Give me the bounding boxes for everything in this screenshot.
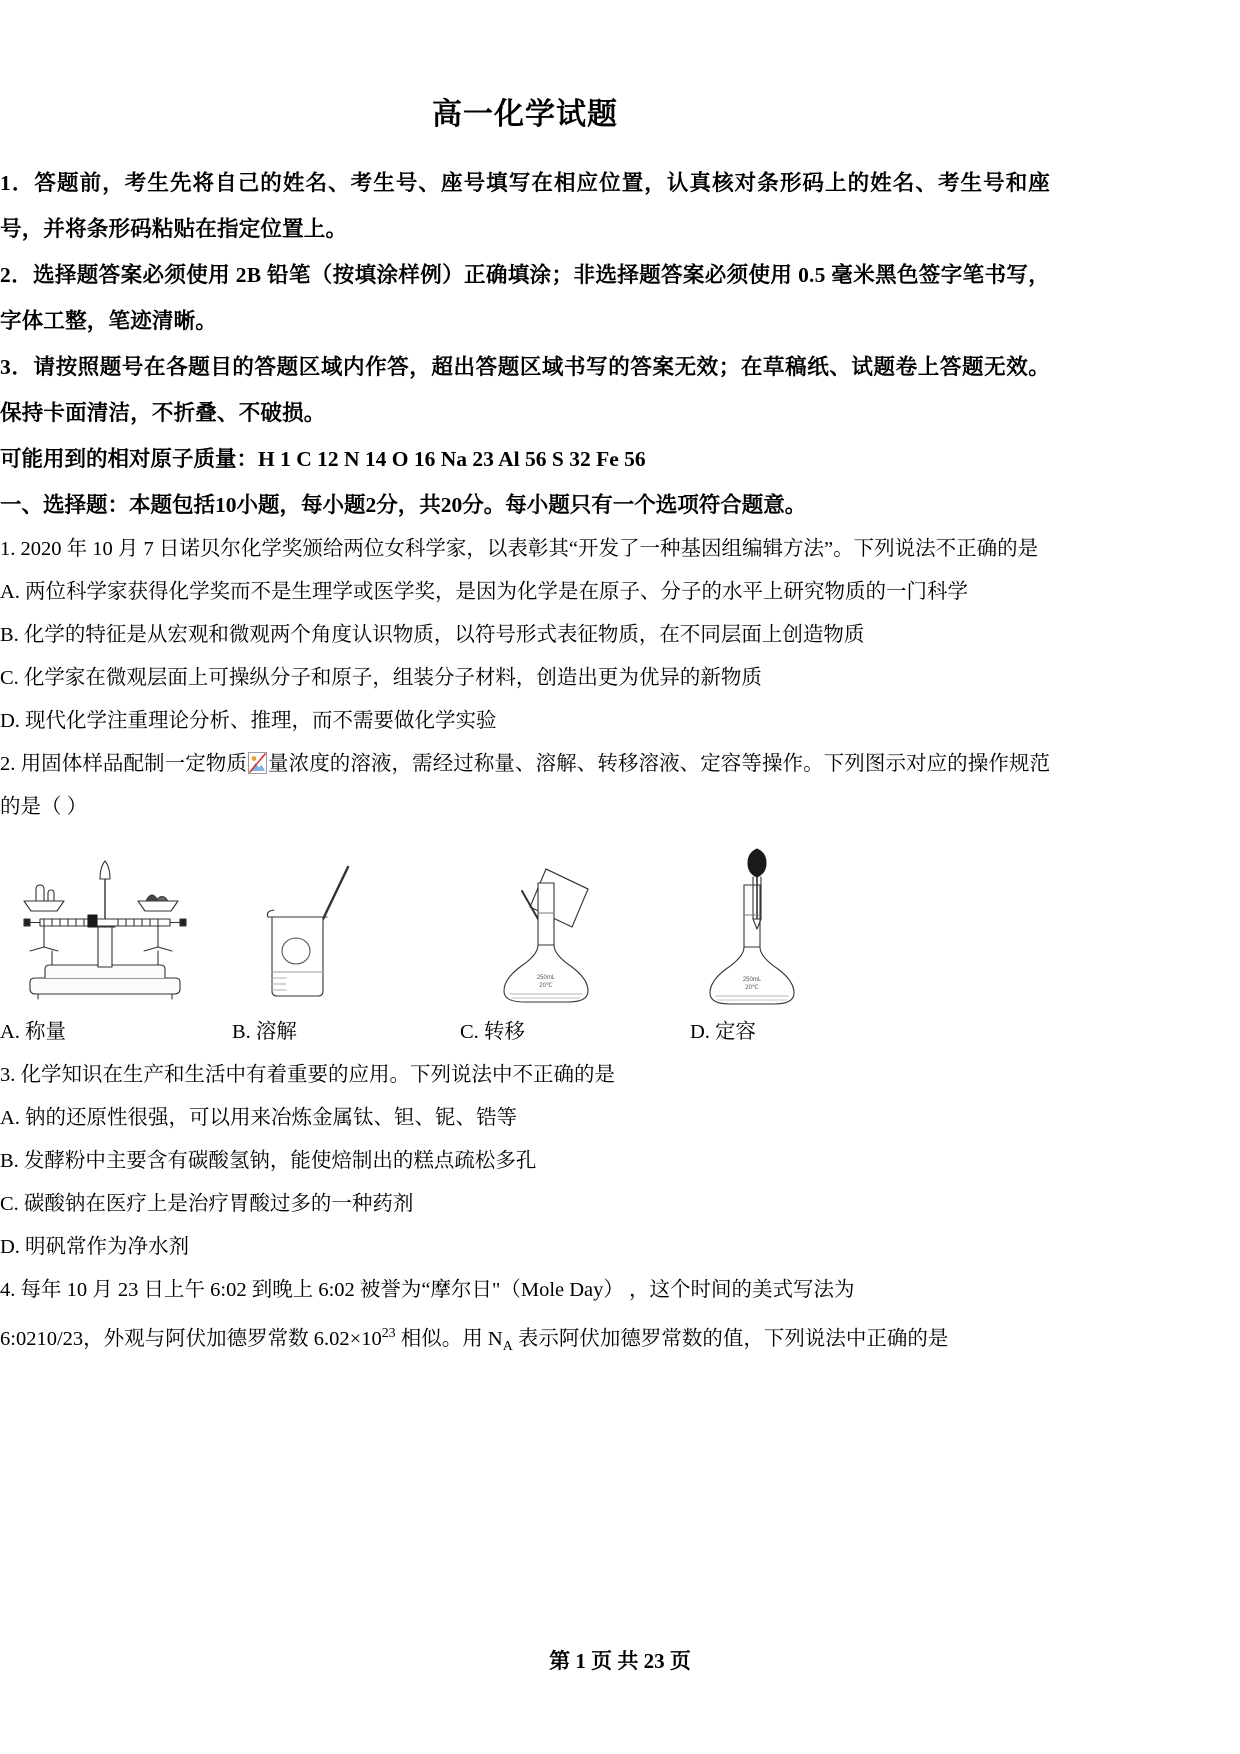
question-2-apparatus-figure bbox=[0, 839, 1050, 1014]
question-3-option-a: A. 钠的还原性很强，可以用来冶炼金属钛、钽、铌、锆等 bbox=[0, 1107, 518, 1129]
instruction-1: 1．答题前，考生先将自己的姓名、考生号、座号填写在相应位置，认真核对条形码上的姓名、考生号和座号，并将条形码粘贴在指定位置上。 bbox=[0, 171, 1050, 241]
question-3-stem: 3. 化学知识在生产和生活中有着重要的应用。下列说法中不正确的是 bbox=[0, 1064, 615, 1086]
volumetric-flask-with-dropper-drawing bbox=[710, 849, 794, 1004]
question-1-option-c: C. 化学家在微观层面上可操纵分子和原子，组装分子材料，创造出更为优异的新物质 bbox=[0, 667, 762, 689]
question-3-option-b: B. 发酵粉中主要含有碳酸氢钠，能使焙制出的糕点疏松多孔 bbox=[0, 1150, 537, 1172]
section-heading-multiple-choice: 一、选择题：本题包括10小题，每小题2分，共20分。每小题只有一个选项符合题意。 bbox=[0, 493, 807, 517]
instruction-3: 3．请按照题号在各题目的答题区域内作答，超出答题区域书写的答案无效；在草稿纸、试题卷上答题无效。保持卡面清洁，不折叠、不破损。 bbox=[0, 355, 1050, 425]
question-1-option-a: A. 两位科学家获得化学奖而不是生理学或医学奖，是因为化学是在原子、分子的水平上研究物质的一门科学 bbox=[0, 581, 969, 603]
figure-label-d: D. 定容 bbox=[690, 1021, 757, 1043]
question-3-option-c: C. 碳酸钠在医疗上是治疗胃酸过多的一种药剂 bbox=[0, 1193, 414, 1215]
svg-text:20℃: 20℃ bbox=[745, 985, 759, 991]
document-body bbox=[0, 160, 1050, 1368]
svg-text:250mL: 250mL bbox=[536, 975, 556, 981]
question-2-stem-part1: 2. 用固体样品配制一定物质 bbox=[0, 753, 247, 775]
figure-label-c: C. 转移 bbox=[460, 1021, 525, 1043]
atomic-masses-line bbox=[0, 436, 1050, 482]
balance-scale-drawing bbox=[24, 861, 186, 999]
broken-image-icon bbox=[248, 747, 267, 769]
question-4-text-c: 表示阿伏加德罗常数的值，下列说法中正确的是 bbox=[512, 1327, 949, 1350]
question-3-option-d: D. 明矾常作为净水剂 bbox=[0, 1236, 190, 1258]
atomic-masses-values: H 1 C 12 N 14 O 16 Na 23 Al 56 S 32 Fe 56 bbox=[258, 447, 646, 471]
instruction-2: 2．选择题答案必须使用 2B 铅笔（按填涂样例）正确填涂；非选择题答案必须使用 0.5 毫米黑色签字笔书写，字体工整，笔迹清晰。 bbox=[0, 263, 1050, 333]
question-1-option-d: D. 现代化学注重理论分析、推理，而不需要做化学实验 bbox=[0, 710, 497, 732]
volumetric-flask-with-funnel-drawing bbox=[504, 869, 588, 1002]
atomic-masses-label: 可能用到的相对原子质量： bbox=[0, 447, 259, 471]
question-1-option-b: B. 化学的特征是从宏观和微观两个角度认识物质，以符号形式表征物质，在不同层面上创造物质 bbox=[0, 624, 865, 646]
question-2-figure-labels bbox=[0, 1014, 1050, 1054]
question-4-subscript: A bbox=[502, 1338, 513, 1354]
svg-text:250mL: 250mL bbox=[742, 977, 762, 983]
figure-label-a: A. 称量 bbox=[0, 1021, 67, 1043]
question-2-stem bbox=[0, 743, 1050, 829]
question-4-stem-line1: 4. 每年 10 月 23 日上午 6:02 到晚上 6:02 被誉为“摩尔日"（Mole Day） ，这个时间的美式写法为 bbox=[0, 1279, 855, 1301]
question-4-text-b: 相似。用 N bbox=[395, 1327, 503, 1350]
question-4-text-a: 6:0210/23，外观与阿伏加德罗常数 6.02×10 bbox=[0, 1327, 382, 1350]
question-4-exponent: 23 bbox=[381, 1326, 396, 1341]
question-2-stem-part2: 量浓度的溶液，需经过称量、溶解、转移溶液、定容等操作。下列图示对应的操作规范的是（ ） bbox=[0, 753, 1051, 818]
figure-label-b: B. 溶解 bbox=[232, 1021, 297, 1043]
beaker-with-stirring-rod-drawing bbox=[267, 867, 348, 996]
question-4-stem-line2 bbox=[0, 1312, 1050, 1368]
page-footer: 第 1 页 共 23 页 bbox=[549, 1649, 691, 1673]
svg-text:20℃: 20℃ bbox=[539, 983, 553, 989]
question-1-stem: 1. 2020 年 10 月 7 日诺贝尔化学奖颁给两位女科学家，以表彰其“开发了一种基因组编辑方法”。下列说法不正确的是 bbox=[0, 538, 1039, 560]
page-title: 高一化学试题 bbox=[432, 98, 618, 131]
